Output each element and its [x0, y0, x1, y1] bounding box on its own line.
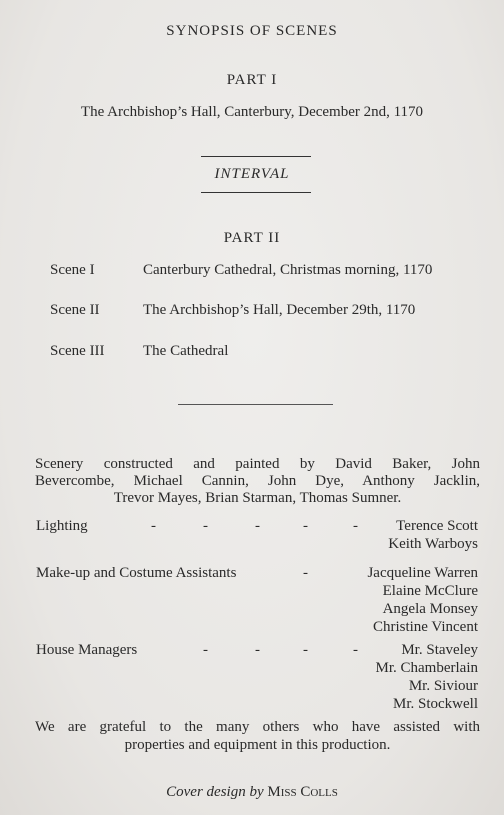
divider-bottom — [201, 192, 311, 193]
lighting-names — [388, 517, 478, 553]
scene-label: Scene II — [50, 302, 100, 318]
makeup-label: Make-up and Costume Assistants — [36, 565, 237, 581]
credit-name: Mr. Stockwell — [393, 696, 478, 712]
leader-dash: - — [203, 642, 208, 658]
credit-name: Christine Vincent — [372, 619, 478, 635]
part2-heading: PART II — [223, 230, 281, 246]
leader-dash: - — [303, 518, 308, 534]
scenery-credit-line: Trevor Mayes, Brian Starman, Thomas Sumner. — [113, 490, 402, 506]
leader-dash: - — [303, 565, 308, 581]
acknowledgement — [35, 718, 480, 754]
credit-name: Mr. Staveley — [401, 642, 478, 658]
acknowledgement-line: We are grateful to the many others who have assisted with — [35, 719, 480, 735]
cover-credit-prefix: Cover design by — [166, 784, 264, 800]
credit-name: Jacqueline Warren — [367, 565, 478, 581]
credit-name: Mr. Chamberlain — [375, 660, 478, 676]
acknowledgement-line: properties and equipment in this production. — [124, 737, 391, 753]
scenery-credit-line: Bevercombe, Michael Cannin, John Dye, Anthony Jacklin, — [35, 473, 480, 489]
leader-dash: - — [353, 518, 358, 534]
section-divider — [178, 404, 333, 405]
scene-label: Scene III — [50, 343, 105, 359]
interval-label: INTERVAL — [214, 166, 290, 182]
credit-name: Elaine McClure — [382, 583, 478, 599]
lighting-label: Lighting — [36, 518, 88, 534]
house-managers-label: House Managers — [36, 642, 138, 658]
scene-description: The Archbishop’s Hall, December 29th, 1170 — [143, 302, 416, 318]
part1-heading: PART I — [226, 72, 278, 88]
makeup-names — [367, 564, 478, 636]
scene-label: Scene I — [50, 262, 95, 278]
page-title: SYNOPSIS OF SCENES — [166, 23, 338, 39]
house-manager-names — [376, 641, 478, 713]
credit-name: Mr. Siviour — [408, 678, 478, 694]
scenery-credit-line: Scenery constructed and painted by David Baker, John — [35, 456, 480, 472]
credit-name: Angela Monsey — [382, 601, 478, 617]
cover-designer: Miss Colls — [267, 784, 338, 800]
leader-dash: - — [203, 518, 208, 534]
leader-dash: - — [303, 642, 308, 658]
scene-description: Canterbury Cathedral, Christmas morning, 1170 — [143, 262, 433, 278]
leader-dash: - — [353, 642, 358, 658]
leader-dash: - — [255, 642, 260, 658]
scene-description: The Cathedral — [143, 343, 229, 359]
part1-setting: The Archbishop’s Hall, Canterbury, December 2nd, 1170 — [80, 104, 424, 120]
credit-name: Terence Scott — [396, 518, 478, 534]
cover-credit — [0, 784, 504, 801]
leader-dash: - — [151, 518, 156, 534]
credit-name: Keith Warboys — [388, 536, 478, 552]
leader-dash: - — [255, 518, 260, 534]
divider-top — [201, 156, 311, 157]
